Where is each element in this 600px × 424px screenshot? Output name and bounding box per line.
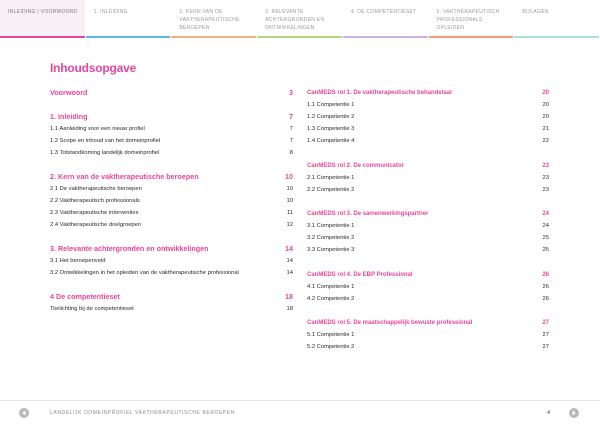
toc-item[interactable] bbox=[307, 329, 549, 341]
toc-page-number: 20 bbox=[542, 90, 549, 96]
toc-item[interactable] bbox=[307, 232, 549, 244]
toc-spacer bbox=[50, 231, 293, 243]
toc-item-title: 5.1 Competentie 1 bbox=[307, 332, 355, 339]
toc-page-number: 14 bbox=[286, 270, 293, 277]
toc-item[interactable] bbox=[307, 123, 549, 135]
toc-section-title: 4 De competentieset bbox=[50, 292, 120, 302]
toc-section-inleiding[interactable] bbox=[50, 111, 293, 123]
toc-item-title: 1.2 Scope en inhoud van het domeinprofiel bbox=[50, 137, 161, 144]
next-page-button[interactable] bbox=[569, 408, 579, 418]
toc-item-title: Toelichting bij de competentieset bbox=[50, 306, 134, 313]
toc-item-title: 1.4 Competentie 4 bbox=[307, 138, 355, 145]
toc-item[interactable] bbox=[50, 147, 293, 159]
toc-item[interactable] bbox=[307, 111, 549, 123]
tab-competentieset[interactable] bbox=[343, 0, 429, 38]
toc-item[interactable] bbox=[307, 99, 549, 111]
tab-label: 5. VAKTHERAPEUTISCH PROFESSIONALS OPLEIDEN bbox=[436, 9, 500, 31]
arrow-right-icon bbox=[569, 408, 579, 418]
tab-color-bar bbox=[257, 36, 342, 38]
toc-item[interactable] bbox=[307, 293, 549, 305]
toc-right-column bbox=[307, 87, 549, 353]
tab-label: BIJLAGEN bbox=[522, 9, 549, 15]
toc-spacer bbox=[50, 279, 293, 291]
toc-page-number: 26 bbox=[542, 295, 549, 302]
toc-page-number: 25 bbox=[542, 235, 549, 242]
toc-page-number: 22 bbox=[542, 138, 549, 145]
toc-page-number: 24 bbox=[542, 211, 549, 218]
tab-achtergronden[interactable] bbox=[257, 0, 343, 38]
tab-kern[interactable] bbox=[171, 0, 257, 38]
toc-item-title: 1.1 Aanleiding voor een nieuw profiel bbox=[50, 125, 145, 132]
toc-spacer bbox=[307, 196, 549, 208]
toc-item-title: 1.3 Totstandkoming landelijk domeinprofiel bbox=[50, 149, 160, 156]
toc-item[interactable] bbox=[307, 172, 549, 184]
toc-page-number: 7 bbox=[289, 137, 293, 144]
toc-item-title: 3.2 Competentie 2 bbox=[307, 235, 355, 242]
page-footer bbox=[0, 400, 600, 424]
toc-section-title: 3. Relevante achtergronden en ontwikkelingen bbox=[50, 244, 209, 254]
toc-section-canmeds-1[interactable] bbox=[307, 87, 549, 99]
chapter-tab-bar bbox=[0, 0, 600, 38]
toc-section-achtergronden[interactable] bbox=[50, 243, 293, 255]
tab-inleiding[interactable] bbox=[86, 0, 172, 38]
toc-item-title: 2.1 Competentie 1 bbox=[307, 174, 355, 181]
arrow-left-icon bbox=[19, 408, 29, 418]
toc-item-title: 2.4 Vaktherapeutische doelgroepen bbox=[50, 222, 142, 229]
toc-page-number: 14 bbox=[285, 244, 293, 254]
toc-page-number: 18 bbox=[285, 292, 293, 302]
toc-spacer bbox=[307, 305, 549, 317]
toc-item-title: 3.2 Ontwikkelingen in het opleiden van de vaktherapeutische professional bbox=[50, 270, 239, 277]
toc-item[interactable] bbox=[50, 219, 293, 231]
toc-section-canmeds-5[interactable] bbox=[307, 317, 549, 329]
toc-page-number: 23 bbox=[542, 174, 549, 181]
toc-item-title: 4.2 Competentie 2 bbox=[307, 295, 355, 302]
toc-item-title: 3.1 Het beroepenveld bbox=[50, 258, 106, 265]
toc-item-title: 3.1 Competentie 1 bbox=[307, 223, 355, 230]
toc-section-kern[interactable] bbox=[50, 171, 293, 183]
toc-page-number: 21 bbox=[542, 126, 549, 133]
toc-item-title: 1.3 Competentie 3 bbox=[307, 126, 355, 133]
toc-spacer bbox=[50, 99, 293, 111]
toc-item[interactable] bbox=[50, 135, 293, 147]
page-title: Inhoudsopgave bbox=[50, 61, 137, 75]
toc-section-competentieset[interactable] bbox=[50, 291, 293, 303]
toc-item-title: 5.2 Competentie 2 bbox=[307, 344, 355, 351]
toc-page-number: 20 bbox=[542, 102, 549, 109]
toc-item-title: 4.1 Competentie 1 bbox=[307, 283, 355, 290]
tab-color-bar bbox=[514, 36, 599, 38]
toc-item[interactable] bbox=[307, 281, 549, 293]
toc-item[interactable] bbox=[50, 303, 293, 315]
toc-item[interactable] bbox=[307, 244, 549, 256]
toc-item-title: 3.3 Competentie 3 bbox=[307, 247, 355, 254]
toc-page-number: 7 bbox=[289, 111, 293, 121]
toc-page-number: 10 bbox=[286, 185, 293, 192]
toc-page-number: 27 bbox=[542, 320, 549, 327]
toc-section-title: CanMEDS rol 3. De samenwerkingspartner bbox=[307, 211, 429, 218]
toc-item[interactable] bbox=[307, 135, 549, 147]
toc-page-number: 25 bbox=[542, 247, 549, 254]
tab-label: 3. RELEVANTE ACHTERGRONDEN EN ONTWIKKELINGEN bbox=[265, 9, 325, 31]
tab-color-bar bbox=[343, 36, 428, 38]
toc-item-title: 2.2 Competentie 2 bbox=[307, 186, 355, 193]
toc-page-number: 10 bbox=[286, 197, 293, 204]
toc-section-title: CanMEDS rol 2. De communicator bbox=[307, 162, 405, 169]
tab-label: 2. KERN VAN DE VAKTHERAPEUTISCHE BEROEPEN bbox=[179, 9, 240, 31]
toc-item-title: 1.2 Competentie 2 bbox=[307, 114, 355, 121]
toc-page-number: 27 bbox=[542, 344, 549, 351]
toc-page-number: 26 bbox=[542, 271, 549, 278]
toc-spacer bbox=[307, 147, 549, 159]
toc-item-title: 2.1 De vaktherapeutische beroepen bbox=[50, 185, 142, 192]
previous-page-button[interactable] bbox=[19, 408, 29, 418]
toc-section-title: 2. Kern van de vaktherapeutische beroepen bbox=[50, 171, 199, 181]
footer-divider bbox=[0, 400, 600, 401]
toc-item[interactable] bbox=[50, 267, 293, 279]
toc-item[interactable] bbox=[50, 195, 293, 207]
toc-page-number: 23 bbox=[542, 162, 549, 169]
toc-section-canmeds-4[interactable] bbox=[307, 269, 549, 281]
toc-section-title: CanMEDS rol 5. De maatschappelijk bewuste professional bbox=[307, 320, 473, 327]
toc-spacer bbox=[307, 257, 549, 269]
toc-page-number: 12 bbox=[286, 222, 293, 229]
toc-section-canmeds-3[interactable] bbox=[307, 208, 549, 220]
tab-label: 1. INLEIDING bbox=[93, 9, 128, 15]
footer-page-number: 4 bbox=[546, 410, 550, 416]
tab-bijlagen[interactable] bbox=[514, 0, 600, 38]
toc-section-title: CanMEDS rol 4. De EBP Professional bbox=[307, 271, 413, 278]
toc-page-number: 27 bbox=[542, 332, 549, 339]
toc-item[interactable] bbox=[50, 183, 293, 195]
toc-item[interactable] bbox=[307, 220, 549, 232]
tab-color-bar bbox=[86, 36, 171, 38]
toc-page-number: 3 bbox=[289, 88, 293, 97]
tab-inleiding-voorwoord[interactable] bbox=[0, 0, 86, 38]
tab-label: 4. DE COMPETENTIESET bbox=[350, 9, 417, 15]
toc-item-title: 1.1 Competentie 1 bbox=[307, 102, 355, 109]
toc-item[interactable] bbox=[50, 255, 293, 267]
toc-page-number: 26 bbox=[542, 283, 549, 290]
toc-page-number: 8 bbox=[289, 149, 293, 156]
toc-item-title: 2.3 Vaktherapeutische interventies bbox=[50, 210, 139, 217]
toc-section-title: Voorwoord bbox=[50, 88, 88, 97]
tab-label: INLEIDING | VOORWOORD bbox=[8, 9, 78, 15]
tab-color-bar bbox=[0, 36, 85, 38]
toc-section-title: CanMEDS rol 1. De vaktherapeutische behandelaar bbox=[307, 90, 453, 96]
toc-section-canmeds-2[interactable] bbox=[307, 160, 549, 172]
toc-page-number: 20 bbox=[542, 114, 549, 121]
toc-page-number: 23 bbox=[542, 186, 549, 193]
toc-page-number: 11 bbox=[286, 210, 293, 217]
tab-opleiden[interactable] bbox=[429, 0, 515, 38]
footer-document-title: LANDELIJK DOMEINPROFIEL VAKTHERAPEUTISCHE BEROEPEN bbox=[50, 410, 236, 416]
toc-spacer bbox=[50, 159, 293, 171]
toc-item[interactable] bbox=[50, 207, 293, 219]
toc-left-column bbox=[50, 87, 293, 315]
toc-page-number: 18 bbox=[286, 306, 293, 313]
toc-page-number: 10 bbox=[285, 171, 293, 181]
toc-item[interactable] bbox=[50, 123, 293, 135]
toc-section-title: 1. Inleiding bbox=[50, 111, 88, 121]
toc-page-number: 24 bbox=[542, 223, 549, 230]
toc-item[interactable] bbox=[307, 341, 549, 353]
toc-item[interactable] bbox=[307, 184, 549, 196]
tab-color-bar bbox=[429, 36, 514, 38]
toc-section-voorwoord[interactable] bbox=[50, 87, 293, 99]
tab-color-bar bbox=[171, 36, 256, 38]
toc-page-number: 7 bbox=[289, 125, 293, 132]
toc-page-number: 14 bbox=[286, 258, 293, 265]
toc-item-title: 2.2 Vaktherapeutisch professionals bbox=[50, 197, 140, 204]
